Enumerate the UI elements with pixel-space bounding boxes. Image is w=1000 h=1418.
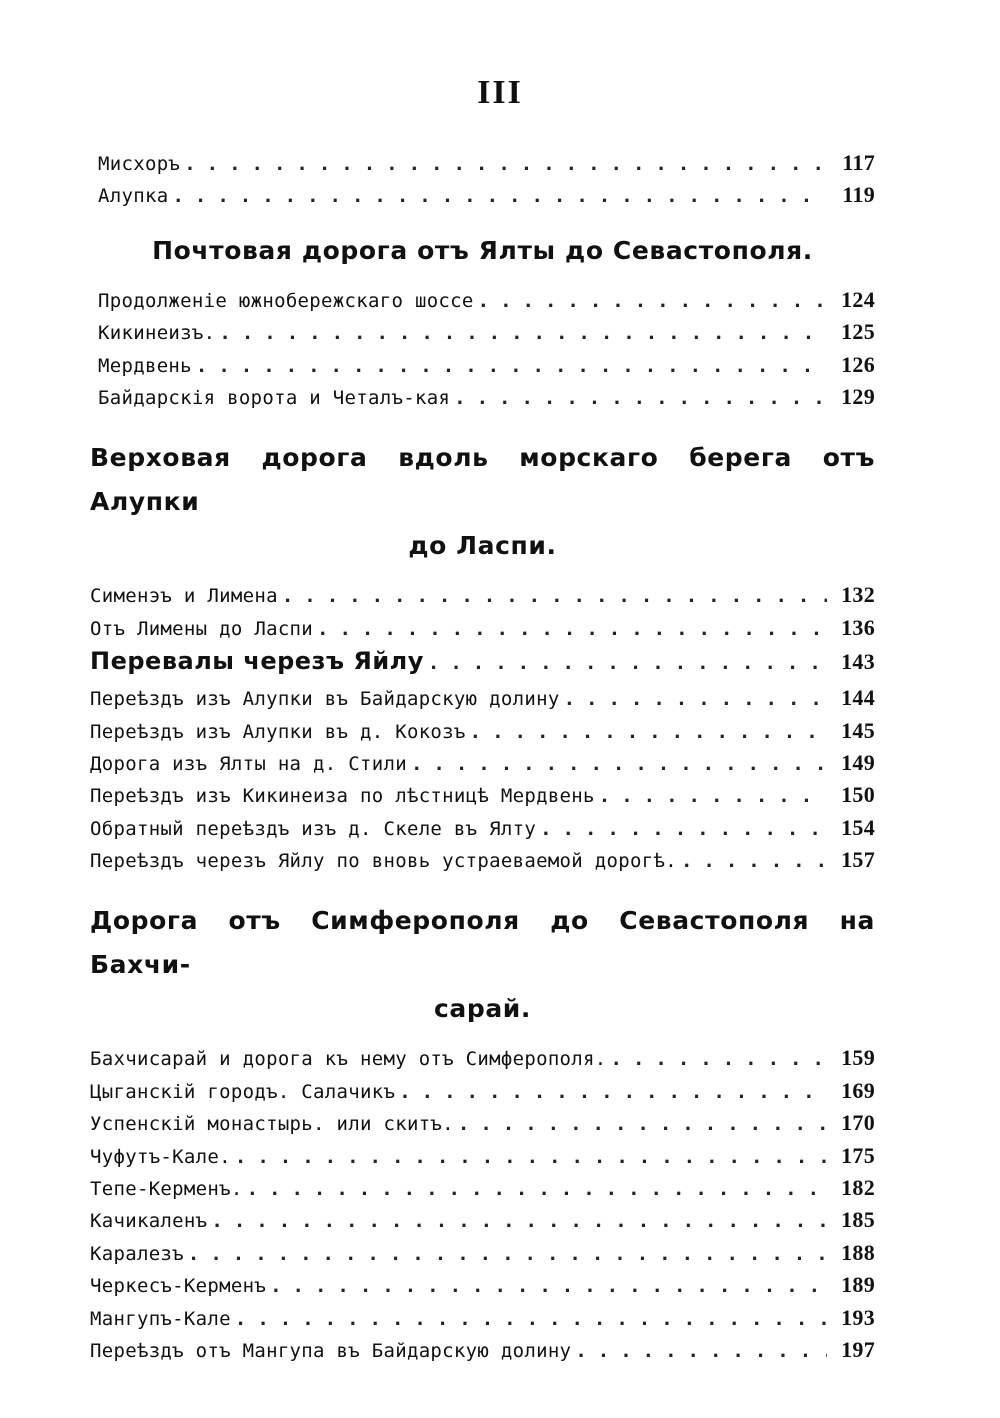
toc-entry-title: Переѣздъ изъ Алупки въ Байдарскую долину bbox=[90, 688, 560, 711]
toc-entry[interactable] bbox=[90, 750, 875, 782]
leader-dots bbox=[681, 850, 827, 872]
section-heading: Дорога отъ Симферополя до Севастополя на Бахчи- bbox=[90, 906, 875, 980]
section-heading-continuation: сарай. bbox=[433, 994, 532, 1024]
toc-entry[interactable] bbox=[90, 685, 875, 717]
section-heading: Верховая дорога вдоль морскаго берега отъ Алупки bbox=[90, 443, 875, 517]
toc-entry-title: Качикаленъ bbox=[90, 1210, 208, 1233]
toc-entry-title: Переѣздъ изъ Алупки въ д. Кокозъ bbox=[90, 720, 466, 743]
toc-entry-page: 117 bbox=[842, 150, 875, 175]
leader-dots bbox=[458, 1113, 827, 1135]
toc-entry-title: Мангупъ-Кале bbox=[90, 1307, 231, 1330]
leader-dots bbox=[564, 688, 827, 710]
toc-entry-page: 129 bbox=[841, 383, 875, 409]
leader-dots bbox=[540, 818, 827, 840]
toc-entry-page: 175 bbox=[841, 1142, 875, 1168]
toc-entry-page: 185 bbox=[841, 1207, 875, 1233]
leader-dots bbox=[411, 753, 827, 775]
toc-entry[interactable] bbox=[98, 384, 875, 416]
toc-entry-title: Тепе-Керменъ. bbox=[90, 1178, 243, 1201]
toc-entry-title: Сименэъ и Лимена bbox=[90, 585, 278, 608]
toc-entry[interactable] bbox=[98, 150, 875, 182]
leader-dots bbox=[247, 1178, 827, 1200]
toc-entry-page: 182 bbox=[841, 1175, 875, 1201]
leader-dots bbox=[428, 652, 827, 674]
toc-entry-page: 132 bbox=[841, 582, 875, 608]
toc-entry-page: 157 bbox=[841, 847, 875, 873]
toc-entry-title: Байдарскія ворота и Четалъ-кая bbox=[98, 386, 451, 409]
toc-entry[interactable] bbox=[98, 352, 875, 384]
toc-entry[interactable] bbox=[90, 615, 875, 647]
toc-entry-title: Мердвень bbox=[98, 354, 192, 377]
toc-entry-page: 136 bbox=[841, 614, 875, 640]
toc-entry[interactable] bbox=[90, 1207, 875, 1239]
toc-entry-page: 144 bbox=[841, 685, 875, 711]
page-number: III bbox=[477, 74, 523, 111]
leader-dots bbox=[599, 785, 827, 807]
leader-dots bbox=[470, 721, 827, 743]
toc-entry-page: 150 bbox=[841, 782, 875, 808]
toc-entry-title: Переѣздъ изъ Кикинеиза по лѣстницѣ Мердвень bbox=[90, 785, 595, 808]
toc-entry[interactable] bbox=[90, 1240, 875, 1272]
leader-dots bbox=[478, 290, 827, 312]
toc-entry-title: Кикинеизъ. bbox=[98, 322, 216, 345]
leader-dots bbox=[196, 355, 827, 377]
toc-entry-page: 170 bbox=[841, 1110, 875, 1136]
toc-entry-page: 126 bbox=[841, 351, 875, 377]
leader-dots bbox=[184, 153, 827, 175]
toc-entry-page: 119 bbox=[842, 182, 875, 208]
toc-entry-title: Успенскій монастырь. или скитъ. bbox=[90, 1113, 454, 1136]
toc-entry-title: Алупка bbox=[98, 185, 169, 208]
toc-entry-page: 124 bbox=[841, 286, 875, 312]
leader-dots bbox=[219, 322, 827, 344]
toc-entry[interactable] bbox=[98, 287, 875, 319]
toc-entry[interactable] bbox=[90, 815, 875, 847]
toc-entry[interactable] bbox=[90, 1337, 875, 1369]
leader-dots bbox=[575, 1340, 827, 1362]
leader-dots bbox=[270, 1275, 827, 1297]
toc-entry-page: 143 bbox=[841, 649, 875, 675]
toc-entry-title: Переѣздъ черезъ Яйлу по вновь устраеваемой дорогѣ. bbox=[90, 850, 677, 873]
toc-entry[interactable] bbox=[98, 182, 875, 214]
toc-entry[interactable] bbox=[90, 847, 875, 879]
leader-dots bbox=[235, 1308, 827, 1330]
toc-entry[interactable] bbox=[90, 1175, 875, 1207]
toc-entry[interactable] bbox=[90, 718, 875, 750]
toc-entry[interactable] bbox=[90, 1078, 875, 1110]
leader-dots bbox=[211, 1210, 827, 1232]
toc-entry-title: Каралезъ bbox=[90, 1242, 184, 1265]
leader-dots bbox=[172, 185, 827, 207]
toc-entry-page: 154 bbox=[841, 814, 875, 840]
leader-dots bbox=[235, 1146, 827, 1168]
toc-entry[interactable] bbox=[98, 319, 875, 351]
toc-entry-major[interactable] bbox=[90, 647, 875, 685]
section-heading-continuation: до Ласпи. bbox=[408, 531, 557, 561]
toc-entry-page: 159 bbox=[841, 1045, 875, 1071]
toc-entry-page: 149 bbox=[841, 749, 875, 775]
toc-entry-page: 125 bbox=[841, 319, 875, 345]
leader-dots bbox=[399, 1081, 827, 1103]
toc-entry-page: 188 bbox=[841, 1239, 875, 1265]
toc-entry-title: Цыганскій городъ. Салачикъ bbox=[90, 1080, 396, 1103]
toc-entry-page: 145 bbox=[841, 717, 875, 743]
toc-entry[interactable] bbox=[90, 782, 875, 814]
toc-entry-title: Мисхоръ bbox=[98, 153, 181, 175]
toc-entry-title: Бахчисарай и дорога къ нему отъ Симферополя. bbox=[90, 1048, 607, 1071]
toc-entry-title: Перевалы черезъ Яйлу bbox=[90, 647, 424, 676]
toc-entry-title: Чуфутъ-Кале. bbox=[90, 1145, 231, 1168]
toc-entry[interactable] bbox=[90, 1305, 875, 1337]
toc-entry[interactable] bbox=[90, 1143, 875, 1175]
toc-entry[interactable] bbox=[90, 1272, 875, 1304]
leader-dots bbox=[454, 387, 827, 409]
leader-dots bbox=[188, 1243, 827, 1265]
toc-entry-title: Отъ Лимены до Ласпи bbox=[90, 617, 314, 640]
toc-entry-title: Дорога изъ Ялты на д. Стили bbox=[90, 752, 407, 775]
table-of-contents bbox=[90, 150, 875, 1369]
toc-entry-title: Продолженіе южнобережскаго шоссе bbox=[98, 289, 474, 312]
toc-entry-page: 197 bbox=[841, 1336, 875, 1362]
toc-entry-title: Переѣздъ отъ Мангупа въ Байдарскую долину bbox=[90, 1339, 572, 1362]
toc-entry-page: 169 bbox=[841, 1077, 875, 1103]
toc-entry-title: Черкесъ-Керменъ bbox=[90, 1275, 267, 1298]
section-heading: Почтовая дорога отъ Ялты до Севастополя. bbox=[152, 235, 813, 265]
toc-entry[interactable] bbox=[90, 582, 875, 614]
toc-entry[interactable] bbox=[90, 1110, 875, 1142]
toc-entry-page: 189 bbox=[841, 1272, 875, 1298]
leader-dots bbox=[611, 1048, 827, 1070]
toc-entry-title: Обратный переѣздъ изъ д. Скеле въ Ялту bbox=[90, 817, 537, 840]
leader-dots bbox=[317, 618, 827, 640]
toc-entry-page: 193 bbox=[841, 1304, 875, 1330]
leader-dots bbox=[282, 585, 827, 607]
toc-entry[interactable] bbox=[90, 1045, 875, 1077]
